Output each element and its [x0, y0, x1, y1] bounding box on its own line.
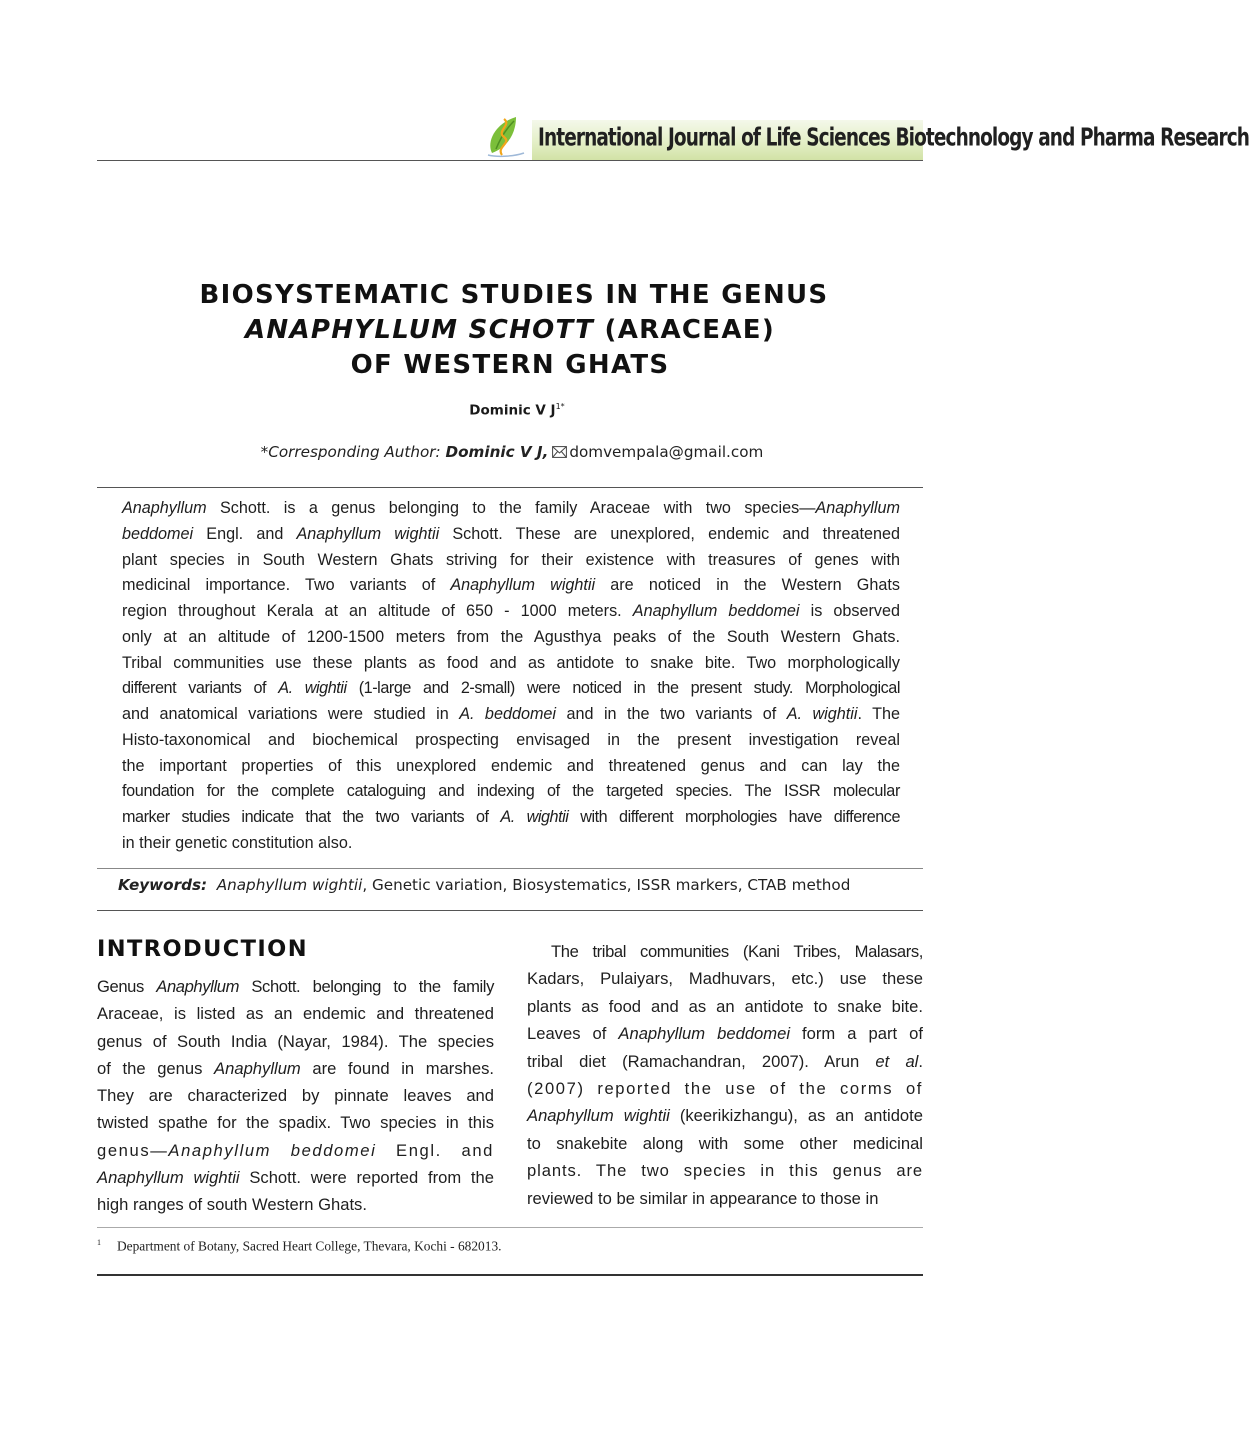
text-run: (2007) reported the use of the corms of	[527, 1079, 923, 1099]
text-run: different variants of	[122, 679, 279, 698]
text-run: Schott. is a genus belonging to the family Araceae with two species—	[206, 499, 816, 517]
title-family: (ARACEAE)	[594, 315, 776, 345]
text-run: Genus	[97, 977, 157, 996]
text-line	[527, 965, 923, 992]
text-line	[527, 1020, 923, 1047]
title-line-3: OF WESTERN GHATS	[350, 350, 670, 380]
text-run: They are characterized by pinnate leaves and	[97, 1086, 494, 1106]
text-run: Engl. and	[193, 524, 297, 543]
envelope-icon	[552, 446, 567, 458]
text-line	[527, 1185, 923, 1212]
text-run: marker studies indicate that the two variants of	[122, 808, 501, 826]
italic-run: A. beddomei	[459, 705, 557, 723]
italic-run: Anaphyllum beddomei	[618, 1024, 791, 1044]
section-heading-introduction: INTRODUCTION	[97, 936, 308, 962]
text-line	[97, 1109, 494, 1136]
text-line	[527, 1075, 923, 1102]
text-run: with different morphologies have difference	[568, 808, 900, 826]
text-line	[122, 831, 900, 857]
italic-run: A. wightii	[500, 808, 569, 826]
text-line	[122, 625, 900, 651]
keyword-italic: Anaphyllum wightii	[216, 876, 363, 894]
text-line	[122, 676, 900, 702]
corresponding-label: *Corresponding Author:	[260, 443, 446, 461]
journal-name: International Journal of Life Sciences Biotechnology and Pharma Research	[538, 124, 1249, 153]
italic-run: et al	[875, 1051, 919, 1071]
text-line	[122, 548, 900, 574]
page-bottom-rule	[97, 1274, 923, 1276]
text-run: (keerikizhangu), as an antidote	[669, 1106, 923, 1126]
text-line	[97, 1164, 494, 1191]
abstract-top-rule	[97, 487, 923, 488]
text-run: Schott. These are unexplored, endemic and threatened	[439, 524, 900, 543]
text-run: form a part of	[790, 1024, 923, 1044]
text-run: tribal diet (Ramachandran, 2007). Arun	[527, 1051, 876, 1071]
text-run: .	[918, 1051, 923, 1071]
italic-run: A. wightii	[278, 679, 347, 698]
italic-run: A. wightii	[786, 705, 858, 723]
text-line	[122, 573, 900, 599]
text-run: Engl. and	[376, 1140, 494, 1160]
text-run: plant species in South Western Ghats striving for their existence with treasures of genes with	[122, 550, 900, 569]
keywords-bottom-rule	[97, 910, 923, 911]
text-run: the important properties of this unexplored endemic and threatened genus and can lay the	[122, 756, 900, 775]
text-line	[97, 1191, 494, 1218]
journal-logo-icon	[482, 113, 528, 159]
keywords-top-rule	[97, 868, 923, 869]
footnote-text: Department of Botany, Sacred Heart College, Thevara, Kochi - 682013.	[117, 1238, 502, 1254]
text-run: Araceae, is listed as an endemic and threatened	[97, 1004, 494, 1024]
text-run: foundation for the complete cataloguing and indexing of the targeted species. The ISSR molecular	[122, 782, 900, 801]
author-line	[0, 402, 1020, 419]
corresponding-email[interactable]: domvempala@gmail.com	[569, 443, 764, 461]
text-line	[97, 1055, 494, 1082]
text-run: are found in marshes.	[300, 1058, 494, 1078]
keywords-list: , Genetic variation, Biosystematics, ISSR markers, CTAB method	[362, 876, 851, 894]
title-line-2	[0, 315, 1020, 345]
text-run: to snakebite along with some other medicinal	[527, 1133, 923, 1153]
italic-run: Anaphyllum beddomei	[168, 1140, 377, 1160]
italic-run: Anaphyllum	[122, 499, 207, 517]
text-line	[527, 993, 923, 1020]
text-run: is observed	[799, 602, 901, 620]
corresponding-name: Dominic V J,	[445, 443, 549, 461]
text-run: and in the two variants of	[556, 705, 787, 723]
text-line	[122, 805, 900, 831]
text-run: are noticed in the Western Ghats	[595, 576, 900, 595]
footnote-marker: 1	[97, 1238, 101, 1247]
text-line	[97, 1137, 494, 1164]
text-run: . The	[857, 705, 901, 723]
text-line	[527, 1157, 923, 1184]
title-genus: ANAPHYLLUM SCHOTT	[244, 315, 595, 345]
text-run: in their genetic constitution also.	[122, 833, 353, 852]
text-run: and anatomical variations were studied in	[122, 705, 460, 723]
abstract	[122, 496, 900, 857]
text-run: The tribal communities (Kani Tribes, Malasars,	[551, 942, 923, 961]
text-run: (1-large and 2-small) were noticed in the present study. Morphological	[346, 679, 900, 698]
italic-run: Anaphyllum wightii	[527, 1106, 670, 1126]
italic-run: Anaphyllum wightii	[97, 1168, 240, 1188]
italic-run: Anaphyllum	[214, 1058, 301, 1078]
text-line	[97, 973, 494, 1000]
text-run: Schott. were reported from the	[239, 1168, 494, 1188]
text-run: plants. The two species in this genus are	[527, 1161, 923, 1181]
italic-run: Anaphyllum beddomei	[632, 602, 800, 620]
italic-run: Anaphyllum wightii	[296, 524, 440, 543]
keywords-label: Keywords:	[118, 876, 208, 894]
text-line	[122, 496, 900, 522]
text-line	[122, 522, 900, 548]
footnote-rule	[97, 1227, 923, 1228]
text-run: only at an altitude of 1200-1500 meters from the Agusthya peaks of the South Western Ghats.	[122, 627, 900, 646]
italic-run: Anaphyllum	[815, 499, 900, 517]
text-run: reviewed to be similar in appearance to those in	[527, 1188, 879, 1208]
text-line	[527, 1048, 923, 1075]
italic-run: Anaphyllum	[156, 977, 239, 996]
corresponding-author	[0, 443, 1020, 461]
footnote	[97, 1238, 501, 1254]
text-line	[97, 1028, 494, 1055]
text-run: high ranges of south Western Ghats.	[97, 1195, 367, 1215]
text-line	[122, 754, 900, 780]
text-line	[122, 599, 900, 625]
italic-run: beddomei	[122, 524, 194, 543]
text-line	[97, 1082, 494, 1109]
text-run: Schott. belonging to the family	[239, 977, 494, 996]
text-run: region throughout Kerala at an altitude of 650 - 1000 meters.	[122, 602, 633, 620]
text-line	[527, 938, 923, 965]
text-line	[122, 651, 900, 677]
text-line	[527, 1130, 923, 1157]
text-run: Kadars, Pulaiyars, Madhuvars, etc.) use these	[527, 969, 923, 989]
text-run: twisted spathe for the spadix. Two species in this	[97, 1113, 494, 1133]
text-run: genus of South India (Nayar, 1984). The species	[97, 1031, 494, 1051]
intro-column-left	[97, 973, 494, 1219]
title-line-1: BIOSYSTEMATIC STUDIES IN THE GENUS	[199, 280, 829, 310]
text-run: plants as food and as an antidote to snake bite.	[527, 996, 923, 1016]
text-run: genus—	[97, 1140, 169, 1160]
text-line	[527, 1102, 923, 1129]
author-affiliation-marker: 1*	[555, 402, 565, 411]
text-run: Leaves of	[527, 1024, 619, 1044]
author-name: Dominic V J	[469, 402, 556, 419]
text-line	[122, 728, 900, 754]
text-run: of the genus	[97, 1058, 215, 1078]
text-line	[122, 779, 900, 805]
keywords	[118, 876, 850, 894]
italic-run: Anaphyllum wightii	[450, 576, 596, 595]
header-divider	[97, 160, 923, 161]
text-line	[122, 702, 900, 728]
text-run: Tribal communities use these plants as food and as antidote to snake bite. Two morphologically	[122, 653, 900, 672]
text-line	[97, 1000, 494, 1027]
intro-column-right	[527, 938, 923, 1212]
text-run: medicinal importance. Two variants of	[122, 576, 451, 595]
text-run: Histo-taxonomical and biochemical prospecting envisaged in the present investigation reveal	[122, 730, 900, 749]
